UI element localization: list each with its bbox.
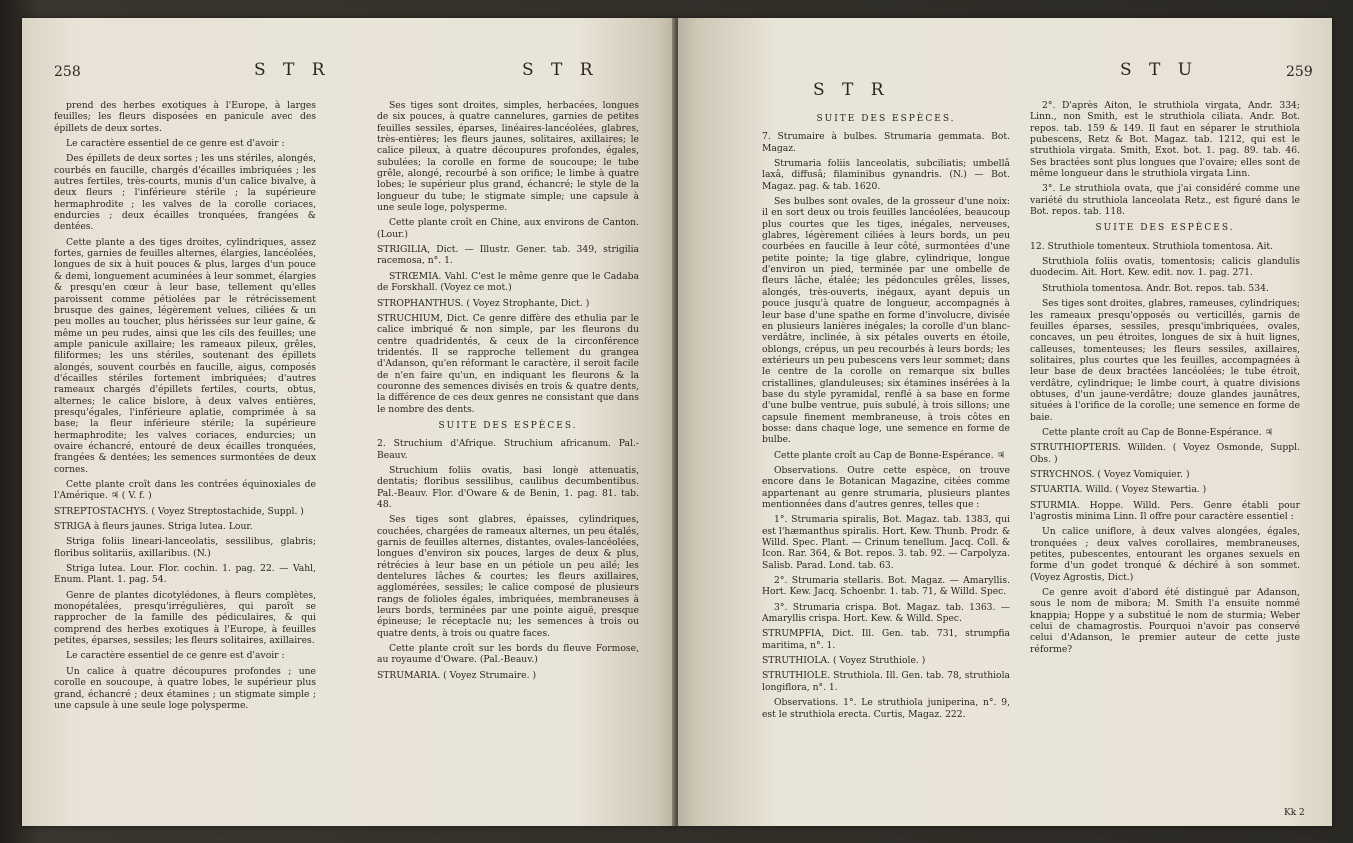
paragraph: 2. Struchium d'Afrique. Struchium africanum. Pal.-Beauv. (377, 438, 639, 461)
left-running-header-center: S T R (522, 60, 599, 80)
paragraph: Cette plante croît dans les contrées équinoxiales de l'Amérique. ♃ ( V. f. ) (54, 479, 316, 502)
paragraph: STRUMARIA. ( Voyez Strumaire. ) (377, 669, 537, 681)
paragraph: Struchium foliis ovatis, basi longè attenuatis, dentatis; floribus sessilibus, caulibus decumbentibus. Pal.-Beauv. Flor. d'Oware & de Benin, 1. pag. 81. tab. 48. (377, 464, 639, 510)
paragraph: Ses tiges sont droites, glabres, rameuses, cylindriques; les rameaux presqu'opposés ou verticillés, garnis de feuilles éparses, sessiles, presqu'imbriquées, ovales, concaves, un peu étroites, longues de six à huit lignes, calleuses, tomenteuses; les fleurs sessiles, axillaires, solitaires, plus courtes que les feuilles, accompagnées à leur base de deux bractées lancéolées; le tube étroit, verdâtre, cylindrique; le limbe court, à quatre divisions obtuses, d'un jaune-verdâtre; douze glandes jaunâtres, situées à l'orifice de la corolle; une semence en forme de baie. (1030, 298, 1300, 423)
left-column-2 (377, 100, 639, 685)
right-page-number: 259 (1286, 64, 1313, 80)
paragraph: 12. Struthiole tomenteux. Struthiola tomentosa. Ait. (1030, 240, 1274, 252)
paragraph: SUITE DES ESPÈCES. (1095, 223, 1235, 234)
paragraph: STROPHANTHUS. ( Voyez Strophante, Dict. ) (377, 297, 590, 309)
paragraph: STREPTOSTACHYS. ( Voyez Streptostachide, Suppl. ) (54, 505, 304, 517)
paragraph: Le caractère essentiel de ce genre est d'avoir : (66, 138, 285, 150)
paragraph: Cette plante croît au Cap de Bonne-Espérance. ♃ (1042, 426, 1273, 438)
paragraph: Striga foliis lineari-lanceolatis, sessilibus, glabris; floribus solitariis, axillaribus. (N.) (54, 536, 316, 559)
paragraph: STURMIA. Hoppe. Willd. Pers. Genre établi pour l'agrostis minima Linn. Il offre pour caractère essentiel : (1030, 499, 1300, 522)
paragraph: Strumaria foliis lanceolatis, subciliatis; umbellâ laxâ, diffusâ; filaminibus gynandris. (N.) — Bot. Magaz. pag. & tab. 1620. (762, 158, 1010, 192)
paragraph: Cette plante a des tiges droites, cylindriques, assez fortes, garnies de feuilles alternes, élargies, lancéolées, longues de six à huit pouces & plus, larges d'un pouce & demi, longuement acuminées à leur sommet, élargies & presqu'en cœur à leur base, tellement qu'elles paroissent comme pétiolées par le rétrécissement brusque des gaines, légèrement velues, ciliées & un peu molles au toucher, plus hérissées sur leur gaine, & même un peu rudes, ainsi que les cils des feuilles; une ample panicule axillaire; les rameaux pileux, grêles, filiformes; les uns stériles, soutenant des épillets alongés, souvent courbés en faucille, aigus, composés d'écailles stériles fortement imbriquées; d'autres rameaux chargés d'épillets fertiles, courts, obtus, alternes; le calice bislore, à deux valves entières, presqu'égales, l'inférieure aplatie, comprimée à sa base; la fleur inférieure stérile; la supérieure hermaphrodite; les valves coriaces, endurcies; un ovaire échancré, entouré de deux écailles tronquées, frangées & dentées; les semences surmontées de deux cornes. (54, 236, 316, 475)
paragraph: 3°. Strumaria crispa. Bot. Magaz. tab. 1363. — Amaryllis crispa. Hort. Kew. & Willd. Spec. (762, 601, 1010, 625)
paragraph: STRUMPFIA, Dict. Ill. Gen. tab. 731, strumpfia maritima, n°. 1. (762, 628, 1010, 651)
right-running-header: S T R (813, 80, 890, 100)
paragraph: STRŒMIA. Vahl. C'est le même genre que le Cadaba de Forskhall. (Voyez ce mot.) (377, 270, 639, 294)
paragraph: 7. Strumaire à bulbes. Strumaria gemmata. Bot. Magaz. (762, 131, 1010, 154)
paragraph: 2°. D'après Aiton, le struthiola virgata, Andr. 334; Linn., non Smith, est le struthiola ciliata. Andr. Bot. repos. tab. 159 & 149. Il faut en séparer le struthiola pubescens, Retz & Bot. Magaz. tab. 1212, qui est le struthiola virgata. Smith, Exot. bot. 1. pag. 89. tab. 46. Ses bractées sont plus longues que l'ovaire; elles sont de même longueur dans le struthiola virgata Linn. (1030, 100, 1300, 180)
paragraph: 2°. Strumaria stellaris. Bot. Magaz. — Amaryllis. Hort. Kew. Jacq. Schoenbr. 1. tab. 71, & Willd. Spec. (762, 575, 1010, 598)
paragraph: STRYCHNOS. ( Voyez Vomiquier. ) (1030, 468, 1190, 480)
left-column-1 (54, 100, 316, 715)
paragraph: Struthiola foliis ovatis, tomentosis; calicis glandulis duodecim. Ait. Hort. Kew. edit. nov. 1. pag. 271. (1030, 256, 1300, 279)
right-page (678, 18, 1332, 826)
paragraph: Ce genre avoit d'abord été distingué par Adanson, sous le nom de mibora; M. Smith l'a ensuite nommé knappia; Hoppe y a substitué le nom de sturmia; Weber celui de chamagrostis. Pourquoi n'avoir pas conservé celui d'Adanson, le premier auteur de cette juste réforme? (1030, 587, 1300, 655)
paragraph: Genre de plantes dicotylédones, à fleurs complètes, monopétalées, presqu'irrégulières, qui paroît se rapprocher de la famille des pédiculaires, & qui comprend des herbes exotiques à l'Europe, à feuilles petites, éparses, sessiles; les fleurs solitaires, axillaires. (54, 589, 316, 647)
paragraph: STRUTHIOLE. Struthiola. Ill. Gen. tab. 78, struthiola longiflora, n°. 1. (762, 670, 1010, 693)
paragraph: Ses tiges sont droites, simples, herbacées, longues de six pouces, à quatre cannelures, garnies de petites feuilles sessiles, éparses, linéaires-lancéolées, glabres, très-entières; les fleurs jaunes, solitaires, axillaires; le calice pileux, à quatre découpures profondes, égales, subulées; la corolle en forme de soucoupe; le tube grêle, alongé, recourbé à son orifice; le limbe à quatre lobes; le supérieur plus grand, échancré; le style de la longueur du tube; le stigmate simple; une capsule à une seule loge, polysperme. (377, 100, 639, 214)
paragraph: Un calice uniflore, à deux valves alongées, égales, tronquées ; deux valves corollaires, membraneuses, petites, pubescentes, entourant les organes sexuels en forme d'un godet tronqué & déchiré à son sommet. (Voyez Agrostis, Dict.) (1030, 526, 1300, 583)
paragraph: Struthiola tomentosa. Andr. Bot. repos. tab. 534. (1042, 282, 1269, 294)
paragraph: Cette plante croît au Cap de Bonne-Espérance. ♃ (774, 449, 1005, 461)
paragraph: STRUCHIUM, Dict. Ce genre diffère des ethulia par le calice imbriqué & non simple, par les fleurons du centre quadridentés, & ceux de la circonférence tridentés. Il se rapproche tellement du grangea d'Adanson, qu'en réformant le caractère, il seroit facile de n'en faire qu'un, en indiquant les fleurons & la couronne des semences divisés en trois & quatre dents, la différence de ces deux genres ne consistant que dans le nombre des dents. (377, 312, 639, 415)
paragraph: SUITE DES ESPÈCES. (816, 114, 956, 124)
signature-mark: Kk 2 (1284, 808, 1305, 818)
right-column-2 (1030, 100, 1300, 659)
paragraph: Un calice à quatre découpures profondes ; une corolle en soucoupe, à quatre lobes, le supérieur plus grand, échancré ; deux étamines ; un stigmate simple ; une capsule à une seule loge polysperme. (54, 665, 316, 711)
paragraph: Cette plante croît sur les bords du fleuve Formose, au royaume d'Oware. (Pal.-Beauv.) (377, 643, 639, 666)
paragraph: SUITE DES ESPÈCES. (438, 420, 578, 431)
right-running-header-center: S T U (1120, 60, 1199, 80)
paragraph: Le caractère essentiel de ce genre est d'avoir : (66, 650, 285, 662)
paragraph: Cette plante croît en Chine, aux environs de Canton. (Lour.) (377, 217, 639, 240)
paragraph: Striga lutea. Lour. Flor. cochin. 1. pag. 22. — Vahl, Enum. Plant. 1. pag. 54. (54, 563, 316, 586)
left-page-number: 258 (54, 64, 81, 80)
paragraph: Observations. 1°. Le struthiola juniperina, n°. 9, est le struthiola erecta. Curtis, Magaz. 222. (762, 697, 1010, 720)
paragraph: STRUTHIOLA. ( Voyez Struthiole. ) (762, 655, 926, 667)
left-page (22, 18, 676, 826)
paragraph: Ses tiges sont glabres, épaisses, cylindriques, couchées, chargées de rameaux alternes, un peu étalés, garnis de feuilles alternes, distantes, ovales-lancéolées, longues d'environ six pouces, larges de deux & plus, rétrécies à leur base en un pétiole un peu ailé; les dentelures lâches & courtes; les fleurs axillaires, agglomérées, sessiles; le calice composé de plusieurs rangs de folioles égales, imbriquées, membraneuses à leurs bords, terminées par une pointe aiguë, presque épineuse; le réceptacle nu; les semences à trois ou quatre dents, à trois ou quatre faces. (377, 514, 639, 639)
left-running-header: S T R (254, 60, 331, 80)
paragraph: STRIGILIA, Dict. — Illustr. Gener. tab. 349, strigilia racemosa, n°. 1. (377, 244, 639, 267)
paragraph: STRUTHIOPTERIS. Willden. ( Voyez Osmonde, Suppl. Obs. ) (1030, 442, 1300, 465)
paragraph: STUARTIA. Willd. ( Voyez Stewartia. ) (1030, 484, 1207, 496)
paragraph: Ses bulbes sont ovales, de la grosseur d'une noix: il en sort deux ou trois feuilles lancéolées, beaucoup plus courtes que les tiges, inégales, nerveuses, glabres, légèrement ciliées à leurs bords, un peu courbées en faucille à leur côté, surmontées d'une petite pointe; la tige glabre, cylindrique, longue d'environ un pied, terminée par une ombelle de fleurs lâche, étalée; les pédoncules grêles, lisses, alongés, très-ouverts, inégaux, ayant depuis un pouce jusqu'à quatre de longueur, accompagnés à leur base d'une spathe en forme d'involucre, divisée en plusieurs lanières inégales; la corolle d'un blanc-verdâtre, inclinée, à six pétales ouverts en étoile, oblongs, crépus, un peu recourbés à leurs bords; les extérieurs un peu pubescens vers leur sommet; dans le centre de la corolle on remarque six bulles cristallines, glanduleuses; six étamines insérées à la base du style pyramidal, renflé à sa base en forme d'une bulbe ventrue, puis subulé, à trois sillons; une capsule finement membraneuse, à trois côtes en bosse: dans chaque loge, une semence en forme de bulbe. (762, 196, 1010, 446)
paragraph: Des épillets de deux sortes ; les uns stériles, alongés, courbés en faucille, chargés d'écailles imbriquées ; les autres fertiles, très-courts, munis d'un calice bivalve, à deux fleurs ; l'inférieure stérile ; la supérieure hermaphrodite ; les valves de la corolle coriaces, endurcies ; deux écailles tronquées, frangées & dentées. (54, 153, 316, 233)
right-column-1 (762, 108, 1010, 724)
paragraph: 3°. Le struthiola ovata, que j'ai considéré comme une variété du struthiola lanceolata Retz., est figuré dans le Bot. repos. tab. 118. (1030, 183, 1300, 218)
paragraph: Observations. Outre cette espèce, on trouve encore dans le Botanican Magazine, citées comme appartenant au genre strumaria, plusieurs plantes mentionnées dans d'autres genres, telles que : (762, 464, 1010, 510)
paragraph: 1°. Strumaria spiralis, Bot. Magaz. tab. 1383, qui est l'hæmanthus spiralis. Hort. Kew. Thunb. Prodr. & Willd. Spec. Plant. — Crinum tenellum. Jacq. Coll. & Icon. Rar. 364, & Bot. repos. 3. tab. 92. — Carpolyza. Salisb. Parad. Lond. tab. 63. (762, 514, 1010, 571)
paragraph: prend des herbes exotiques à l'Europe, à larges feuilles; les fleurs disposées en panicule avec des épillets de deux sortes. (54, 100, 316, 134)
paragraph: STRIGA à fleurs jaunes. Striga lutea. Lour. (54, 521, 253, 533)
